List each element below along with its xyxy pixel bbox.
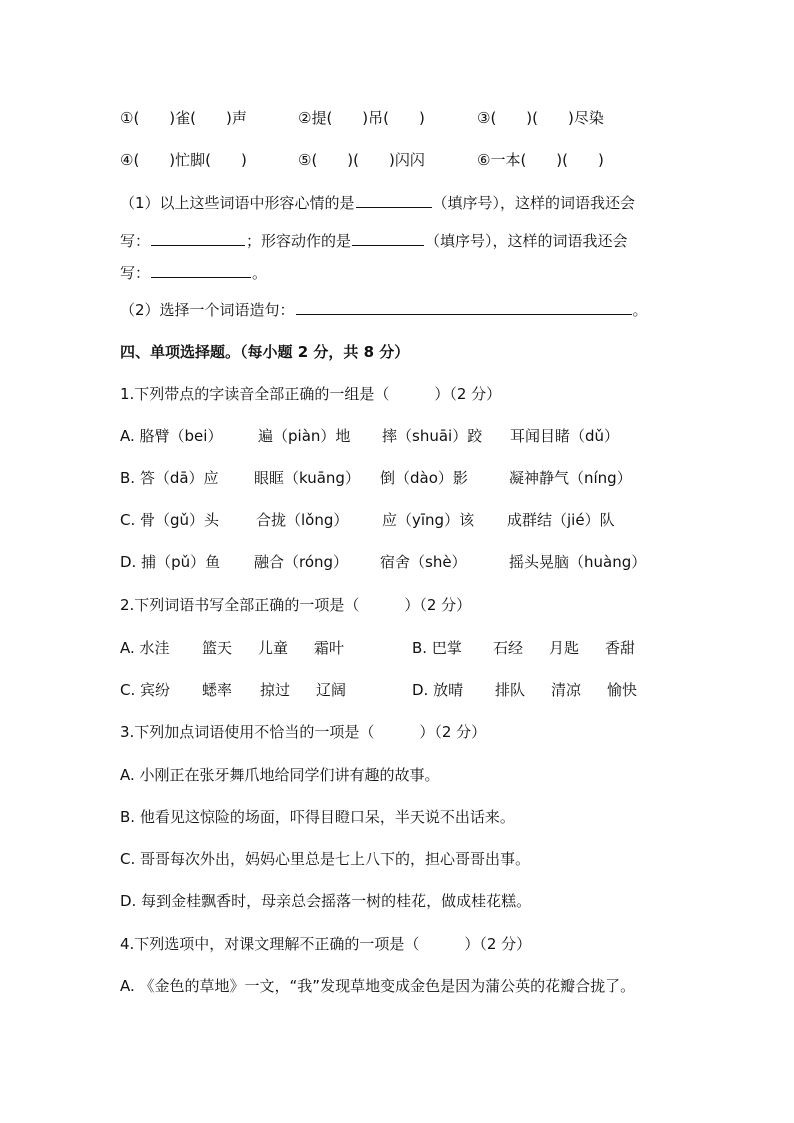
q2-text-b: 。	[632, 301, 648, 319]
q1-option-b-1: B. 答（dā）应	[120, 469, 219, 487]
fill-word-5: ⑤( )( )闪闪	[298, 151, 425, 169]
answer-blank-action[interactable]	[352, 231, 424, 246]
q1-option-d-1: D. 捕（pǔ）鱼	[120, 553, 221, 571]
q2-option-d-2: 排队	[495, 681, 526, 699]
q2-option-b-1: B. 巴掌	[412, 639, 462, 657]
q1-option-b-4: 凝神静气（níng）	[509, 469, 632, 487]
q2-option-a-2: 篮天	[202, 639, 233, 657]
answer-blank-sentence[interactable]	[296, 300, 632, 315]
q2-text-a: （2）选择一个词语造句：	[120, 301, 295, 319]
q2-option-b-4: 香甜	[605, 639, 636, 657]
q2-option-d-3: 清凉	[551, 681, 582, 699]
fill-word-4: ④( )忙脚( )	[120, 151, 247, 169]
fill-word-2: ②提( )吊( )	[298, 109, 425, 127]
answer-blank-action-more[interactable]	[151, 263, 251, 278]
question-1-title: 1.下列带点的字读音全部正确的一组是（ ）（2 分）	[120, 385, 502, 403]
q3-option-a: A. 小刚正在张牙舞爪地给同学们讲有趣的故事。	[120, 766, 440, 784]
question-4-title: 4.下列选项中，对课文理解不正确的一项是（ ）（2 分）	[120, 935, 532, 953]
q1-line-1	[120, 192, 635, 214]
q2-option-c-3: 掠过	[260, 681, 291, 699]
q2-line	[120, 299, 648, 321]
q1-option-d-2: 融合（róng）	[254, 553, 349, 571]
q2-option-c-2: 蟋率	[202, 681, 233, 699]
q1-option-c-4: 成群结（jié）队	[507, 511, 615, 529]
q1-text-d: ；形容动作的是	[246, 232, 352, 250]
answer-blank-mood[interactable]	[356, 193, 432, 208]
q1-text-f: 写：	[120, 264, 151, 282]
q3-option-c: C. 哥哥每次外出，妈妈心里总是七上八下的，担心哥哥出事。	[120, 850, 531, 868]
answer-blank-mood-more[interactable]	[151, 231, 245, 246]
q1-option-c-1: C. 骨（gǔ）头	[120, 511, 220, 529]
fill-word-6: ⑥一本( )( )	[477, 151, 604, 169]
q2-option-a-3: 儿童	[258, 639, 289, 657]
q3-option-d: D. 每到金桂飘香时，母亲总会摇落一树的桂花，做成桂花糕。	[120, 892, 532, 910]
q1-line-2	[120, 230, 628, 252]
q1-option-b-2: 眼眶（kuāng）	[254, 469, 360, 487]
q1-option-d-4: 摇头晃脑（huàng）	[509, 553, 647, 571]
q1-option-c-3: 应（yīng）该	[382, 511, 475, 529]
q1-option-b-3: 倒（dào）影	[380, 469, 468, 487]
q2-option-a-1: A. 水洼	[120, 639, 170, 657]
q1-option-a-4: 耳闻目睹（dǔ）	[510, 427, 620, 445]
q3-option-b: B. 他看见这惊险的场面，吓得目瞪口呆，半天说不出话来。	[120, 808, 515, 826]
q1-text-c: 写：	[120, 232, 151, 250]
q1-option-a-2: 遍（piàn）地	[258, 427, 351, 445]
q2-option-d-4: 愉快	[607, 681, 638, 699]
question-2-title: 2.下列词语书写全部正确的一项是（ ）（2 分）	[120, 596, 472, 614]
question-3-title: 3.下列加点词语使用不恰当的一项是（ ）（2 分）	[120, 723, 487, 741]
q1-option-a-1: A. 胳臂（bei）	[120, 427, 223, 445]
q1-text-b: （填序号），这样的词语我还会	[432, 194, 636, 212]
q4-option-a: A. 《金色的草地》一文，“我”发现草地变成金色是因为蒲公英的花瓣合拢了。	[120, 977, 636, 995]
q2-option-b-2: 石经	[493, 639, 524, 657]
q1-line-3	[120, 262, 267, 284]
q1-text-a: （1）以上这些词语中形容心情的是	[120, 194, 355, 212]
q1-option-d-3: 宿舍（shè）	[380, 553, 467, 571]
q2-option-c-1: C. 宾纷	[120, 681, 171, 699]
fill-word-3: ③( )( )尽染	[477, 109, 604, 127]
q2-option-d-1: D. 放晴	[412, 681, 464, 699]
fill-word-1: ①( )雀( )声	[120, 109, 247, 127]
q2-option-a-4: 霜叶	[314, 639, 345, 657]
q1-text-g: 。	[252, 264, 268, 282]
q2-option-b-3: 月匙	[549, 639, 580, 657]
q1-option-a-3: 摔（shuāi）跤	[382, 427, 483, 445]
q1-text-e: （填序号），这样的词语我还会	[425, 232, 628, 250]
q2-option-c-4: 辽阔	[316, 681, 347, 699]
section-4-title: 四、单项选择题。（每小题 2 分，共 8 分）	[120, 343, 410, 361]
q1-option-c-2: 合拢（lǒng）	[256, 511, 349, 529]
